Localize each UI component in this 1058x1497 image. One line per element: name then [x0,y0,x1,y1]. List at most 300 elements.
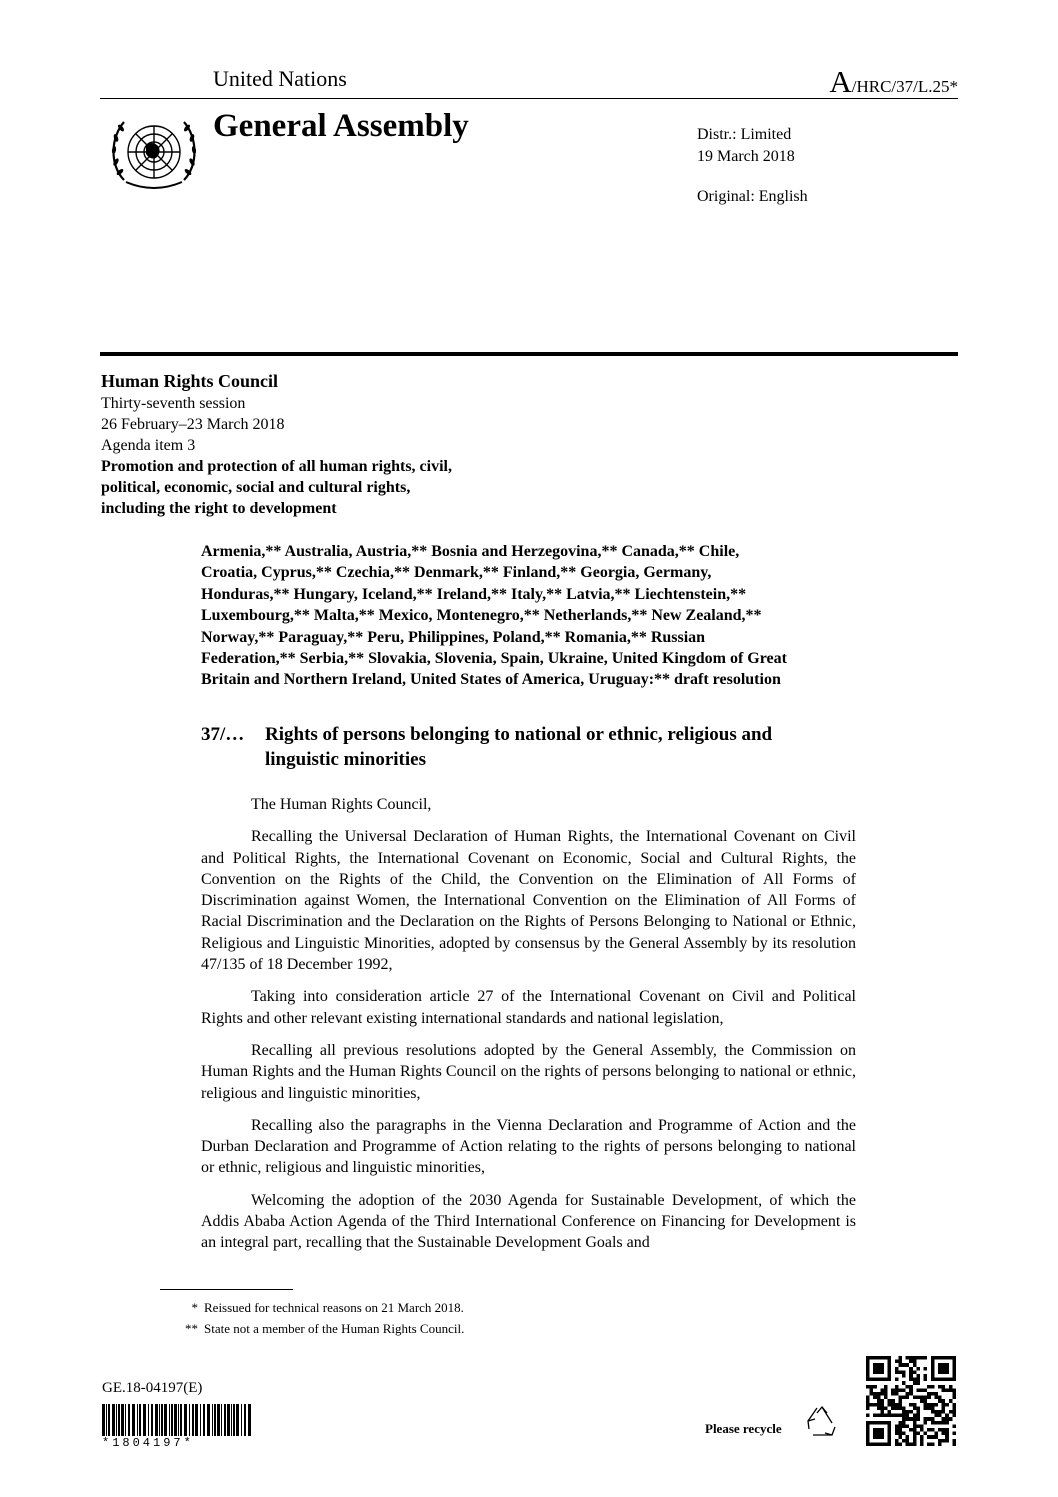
qr-cell [952,1370,956,1374]
qr-cell [927,1442,931,1446]
qr-cell [873,1435,877,1439]
qr-cell [873,1442,877,1446]
qr-cell [898,1428,902,1432]
barcode [102,1404,252,1436]
qr-cell [895,1432,899,1436]
qr-cell [916,1432,920,1436]
qr-cell [931,1356,935,1360]
qr-cell [880,1432,884,1436]
qr-cell [888,1414,892,1418]
qr-cell [888,1363,892,1367]
qr-cell [931,1385,935,1389]
qr-cell [880,1435,884,1439]
qr-cell [920,1428,924,1432]
qr-cell [866,1367,870,1371]
barcode-bar [184,1404,187,1436]
qr-cell [880,1363,884,1367]
agenda-item: Agenda item 3 [101,437,196,454]
qr-cell [895,1428,899,1432]
qr-cell [938,1410,942,1414]
qr-cell [920,1442,924,1446]
qr-cell [938,1385,942,1389]
sponsors-list [201,541,861,691]
qr-cell [938,1396,942,1400]
qr-cell [906,1396,910,1400]
barcode-bar [118,1404,120,1436]
qr-cell [942,1378,946,1382]
qr-cell [913,1432,917,1436]
qr-cell [949,1388,953,1392]
qr-cell [920,1356,924,1360]
session: Thirty-seventh session [101,395,246,412]
qr-cell [942,1410,946,1414]
qr-cell [906,1439,910,1443]
qr-cell [870,1392,874,1396]
qr-cell [945,1356,949,1360]
agenda-title-line: Promotion and protection of all human rights, civil, [101,458,452,475]
qr-cell [888,1439,892,1443]
qr-cell [866,1378,870,1382]
qr-cell [891,1392,895,1396]
qr-cell [931,1435,935,1439]
qr-cell [884,1388,888,1392]
qr-cell [895,1403,899,1407]
qr-cell [898,1421,902,1425]
qr-cell [870,1356,874,1360]
qr-cell [884,1356,888,1360]
barcode-bar [132,1404,135,1436]
qr-cell [909,1360,913,1364]
qr-cell [945,1439,949,1443]
barcode-bar [178,1404,179,1436]
qr-cell [938,1378,942,1382]
barcode-bar [212,1404,213,1436]
qr-cell [873,1414,877,1418]
barcode-bar [203,1404,205,1436]
qr-cell [877,1428,881,1432]
qr-cell [920,1424,924,1428]
barcode-bar [143,1404,146,1436]
qr-cell [902,1406,906,1410]
sponsor-line: Luxembourg,** Malta,** Mexico, Montenegro,** Netherlands,** New Zealand,** [201,607,762,625]
qr-cell [880,1378,884,1382]
qr-cell [934,1414,938,1418]
qr-cell [916,1378,920,1382]
qr-cell [952,1439,956,1443]
footnote [168,1300,568,1316]
qr-cell [888,1399,892,1403]
qr-cell [906,1356,910,1360]
qr-cell [898,1424,902,1428]
barcode-bar [139,1404,141,1436]
qr-cell [866,1424,870,1428]
qr-cell [931,1410,935,1414]
qr-cell [942,1388,946,1392]
qr-cell [902,1374,906,1378]
symbol-letter: A [829,64,852,99]
qr-cell [906,1392,910,1396]
qr-cell [931,1406,935,1410]
qr-cell [916,1367,920,1371]
qr-cell [891,1403,895,1407]
sponsor-line: Croatia, Cyprus,** Czechia,** Denmark,** Finland,** Georgia, Germany, [201,564,712,582]
qr-cell [927,1406,931,1410]
qr-cell [942,1363,946,1367]
qr-cell [906,1435,910,1439]
qr-cell [952,1424,956,1428]
agenda-title-line: political, economic, social and cultural rights, [101,479,411,496]
qr-cell [913,1403,917,1407]
org-name: United Nations [213,66,347,91]
qr-cell [931,1378,935,1382]
barcode-bar [236,1404,239,1436]
qr-cell [949,1417,953,1421]
qr-cell [927,1392,931,1396]
paragraph: Taking into consideration article 27 of the International Covenant on Civil and Political Rights and other relevant existing international standards and national legislation, [201,988,856,1027]
resolution-number: 37/… [201,724,245,745]
barcode-bar [174,1404,177,1436]
qr-cell [931,1374,935,1378]
qr-cell [931,1370,935,1374]
qr-cell [884,1421,888,1425]
qr-cell [938,1370,942,1374]
qr-cell [916,1381,920,1385]
qr-cell [888,1378,892,1382]
paragraph: Recalling the Universal Declaration of Human Rights, the International Covenant on Civil and Political Rights, the International Covenant on Economic, Social and Cultural Rights, the Convention on the Rights of the Child, the Convention on the Elimination of All Forms of Discrimination against Women, the International Convention on the Elimination of All Forms of Racial Discrimination and the Declaration on the Rights of Persons Belonging to National or Ethnic, Religious and Linguistic Minorities, adopted by consensus by the General Assembly by its resolution 47/135 of 18 December 1992, [201,828,856,974]
qr-cell [898,1442,902,1446]
qr-cell [884,1396,888,1400]
barcode-bar [169,1404,170,1436]
qr-cell [942,1403,946,1407]
qr-cell [902,1370,906,1374]
qr-cell [913,1435,917,1439]
qr-cell [913,1378,917,1382]
qr-cell [895,1370,899,1374]
qr-cell [909,1356,913,1360]
barcode-bar [171,1404,173,1436]
qr-cell [909,1410,913,1414]
qr-cell [938,1421,942,1425]
qr-cell [880,1414,884,1418]
qr-cell [942,1417,946,1421]
qr-cell [934,1410,938,1414]
qr-cell [945,1421,949,1425]
qr-cell [906,1442,910,1446]
un-emblem [104,110,204,198]
qr-cell [916,1374,920,1378]
qr-cell [949,1385,953,1389]
qr-cell [866,1432,870,1436]
barcode-text: *1804197* [102,1436,194,1450]
qr-cell [909,1370,913,1374]
qr-cell [913,1363,917,1367]
qr-cell [877,1356,881,1360]
barcode-bar [192,1404,194,1436]
barcode-bar [121,1404,124,1436]
qr-cell [909,1374,913,1378]
qr-cell [924,1403,928,1407]
qr-cell [898,1435,902,1439]
qr-cell [888,1356,892,1360]
document-number: GE.18-04197(E) [102,1380,203,1396]
qr-cell [913,1360,917,1364]
qr-cell [873,1396,877,1400]
qr-cell [877,1406,881,1410]
qr-cell [866,1385,870,1389]
footnote [168,1321,568,1337]
sponsor-line: Norway,** Paraguay,** Peru, Philippines, Poland,** Romania,** Russian [201,628,706,646]
qr-cell [952,1432,956,1436]
qr-cell [945,1388,949,1392]
qr-cell [880,1442,884,1446]
qr-cell [949,1378,953,1382]
footnote-rule [160,1289,293,1290]
qr-cell [916,1396,920,1400]
qr-cell [927,1385,931,1389]
qr-cell [938,1442,942,1446]
qr-cell [931,1392,935,1396]
qr-cell [952,1442,956,1446]
qr-cell [873,1356,877,1360]
qr-cell [916,1424,920,1428]
qr-cell [952,1378,956,1382]
barcode-bar [102,1404,105,1436]
qr-cell [891,1414,895,1418]
qr-cell [909,1367,913,1371]
qr-cell [913,1439,917,1443]
barcode-bar [116,1404,117,1436]
qr-cell [931,1403,935,1407]
qr-cell [931,1360,935,1364]
qr-cell [902,1439,906,1443]
barcode-bar [159,1404,160,1436]
qr-cell [909,1385,913,1389]
qr-cell [902,1396,906,1400]
qr-cell [880,1403,884,1407]
qr-cell [902,1424,906,1428]
qr-cell [934,1403,938,1407]
qr-cell [895,1439,899,1443]
qr-cell [888,1421,892,1425]
qr-cell [888,1367,892,1371]
qr-cell [902,1421,906,1425]
qr-cell [898,1403,902,1407]
barcode-bar [214,1404,216,1436]
qr-cell [924,1417,928,1421]
qr-cell [866,1421,870,1425]
qr-cell [952,1414,956,1418]
qr-cell [942,1406,946,1410]
qr-cell [924,1421,928,1425]
qr-cell [884,1385,888,1389]
qr-cell [884,1442,888,1446]
qr-cell [945,1414,949,1418]
qr-cell [913,1421,917,1425]
qr-cell [877,1414,881,1418]
qr-cell [934,1378,938,1382]
barcode-bar [151,1404,153,1436]
qr-cell [942,1399,946,1403]
qr-cell [924,1367,928,1371]
qr-cell [898,1406,902,1410]
qr-cell [866,1428,870,1432]
qr-cell [870,1385,874,1389]
qr-cell [888,1410,892,1414]
qr-cell [895,1378,899,1382]
qr-cell [877,1442,881,1446]
paragraph: Welcoming the adoption of the 2030 Agenda for Sustainable Development, of which the Addis Ababa Action Agenda of the Third International Conference on Financing for Development is an integral part, recalling that the Sustainable Development Goals and [201,1191,856,1252]
barcode-bar [233,1404,235,1436]
barcode-bar [207,1404,210,1436]
sponsor-line: Armenia,** Australia, Austria,** Bosnia and Herzegovina,** Canada,** Chile, [201,543,740,560]
qr-cell [902,1432,906,1436]
qr-cell [927,1396,931,1400]
title-line: linguistic minorities [265,749,426,770]
qr-cell [895,1442,899,1446]
section-rule [100,352,958,356]
barcode-bar [224,1404,226,1436]
qr-cell [866,1414,870,1418]
qr-cell [895,1388,899,1392]
qr-cell [884,1378,888,1382]
qr-cell [945,1378,949,1382]
barcode-bar [106,1404,107,1436]
qr-cell [884,1392,888,1396]
qr-cell [895,1392,899,1396]
barcode-bar [161,1404,163,1436]
qr-cell [934,1396,938,1400]
qr-cell [898,1432,902,1436]
distribution: Distr.: Limited [697,126,792,143]
qr-cell [934,1432,938,1436]
qr-cell [920,1439,924,1443]
qr-cell [927,1428,931,1432]
qr-cell [891,1388,895,1392]
qr-cell [898,1370,902,1374]
qr-cell [873,1428,877,1432]
qr-cell [952,1410,956,1414]
barcode-bar [125,1404,126,1436]
footnote-mark: ** [185,1321,198,1336]
qr-cell [942,1367,946,1371]
barcode-bar [155,1404,158,1436]
sponsor-line: Honduras,** Hungary, Iceland,** Ireland,** Italy,** Latvia,** Liechtenstein,** [201,585,747,603]
qr-cell [916,1410,920,1414]
qr-cell [877,1367,881,1371]
qr-cell [870,1421,874,1425]
qr-cell [884,1406,888,1410]
qr-cell [924,1356,928,1360]
qr-cell [945,1435,949,1439]
paragraph: Recalling all previous resolutions adopted by the General Assembly, the Commission on Human Rights and the Human Rights Council on the rights of persons belonging to national or ethnic, religious and linguistic minorities, [201,1041,856,1102]
qr-cell [924,1374,928,1378]
qr-cell [924,1432,928,1436]
barcode-bar [148,1404,149,1436]
barcode-bar [241,1404,242,1436]
qr-cell [906,1410,910,1414]
qr-cell [945,1370,949,1374]
barcode-bar [189,1404,190,1436]
qr-cell [913,1381,917,1385]
qr-cell [909,1442,913,1446]
qr-cell [927,1417,931,1421]
resolution-body [201,794,856,1265]
qr-cell [870,1378,874,1382]
qr-cell [945,1428,949,1432]
qr-cell [866,1406,870,1410]
qr-cell [877,1392,881,1396]
qr-cell [942,1428,946,1432]
qr-cell [866,1360,870,1364]
qr-cell [898,1399,902,1403]
symbol-rest: /HRC/37/L.25* [851,77,958,96]
qr-cell [895,1360,899,1364]
qr-cell [931,1421,935,1425]
qr-cell [916,1414,920,1418]
qr-cell [866,1435,870,1439]
qr-cell [877,1370,881,1374]
resolution-title [201,722,861,772]
qr-cell [880,1399,884,1403]
qr-cell [880,1388,884,1392]
qr-cell [870,1403,874,1407]
qr-cell [952,1360,956,1364]
qr-cell [873,1432,877,1436]
qr-cell [902,1410,906,1414]
qr-cell [931,1428,935,1432]
qr-cell [873,1421,877,1425]
qr-cell [877,1403,881,1407]
qr-cell [880,1406,884,1410]
qr-cell [888,1370,892,1374]
qr-cell [877,1363,881,1367]
qr-cell [952,1388,956,1392]
barcode-bar [195,1404,198,1436]
qr-cell [898,1360,902,1364]
qr-cell [909,1378,913,1382]
barcode-bar [244,1404,246,1436]
qr-cell [934,1421,938,1425]
qr-cell [880,1428,884,1432]
paragraph: The Human Rights Council, [251,796,432,813]
title-line: Rights of persons belonging to national or ethnic, religious and [265,724,773,745]
qr-cell [938,1356,942,1360]
qr-cell [906,1417,910,1421]
qr-cell [920,1396,924,1400]
qr-cell [877,1432,881,1436]
qr-cell [942,1370,946,1374]
barcode-bar [108,1404,110,1436]
qr-cell [906,1424,910,1428]
qr-cell [873,1385,877,1389]
qr-cell [888,1374,892,1378]
qr-cell [952,1356,956,1360]
qr-cell [877,1435,881,1439]
qr-code [866,1356,956,1446]
qr-cell [909,1428,913,1432]
qr-cell [938,1367,942,1371]
qr-cell [938,1439,942,1443]
qr-cell [877,1378,881,1382]
qr-cell [924,1378,928,1382]
qr-cell [938,1428,942,1432]
qr-cell [952,1374,956,1378]
qr-cell [938,1399,942,1403]
qr-cell [927,1435,931,1439]
qr-cell [895,1385,899,1389]
qr-cell [949,1399,953,1403]
qr-cell [873,1392,877,1396]
